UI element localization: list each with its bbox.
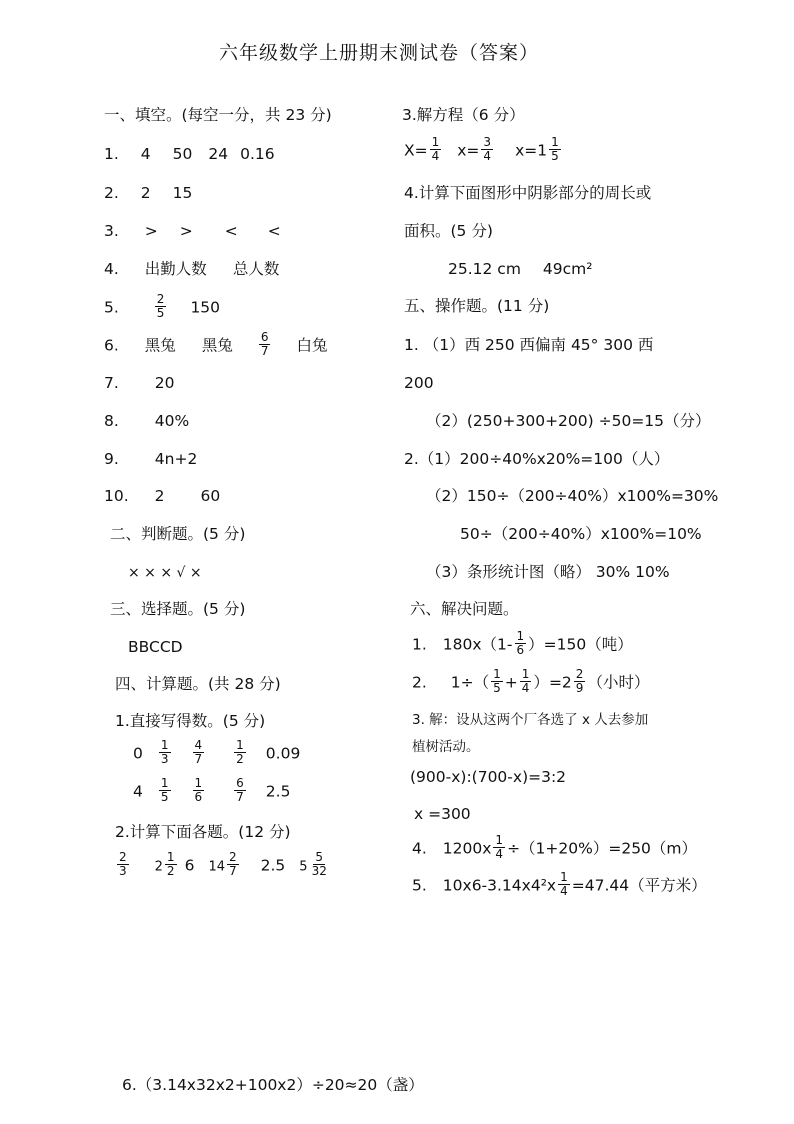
answer-line-2: 2. 2 15 <box>104 184 193 202</box>
fraction: $\frac{1}{2}$ <box>166 850 175 878</box>
op-1-line-b: 200 <box>404 374 434 392</box>
section-4-2-heading: 2.计算下面各题。(12 分) <box>115 823 291 841</box>
answer-line-6: 6. 黑兔 黑兔 $\frac{6}{7}$ 白兔 <box>104 330 328 358</box>
answer-line-1: 1. 4 50 24 0.16 <box>104 145 275 163</box>
fraction: $\frac{3}{4}$ <box>483 135 492 163</box>
answer-line-4: 4. 出勤人数 总人数 <box>104 260 280 278</box>
direct-calc-row-1: 0 $\frac{1}{3}$ $\frac{4}{7}$ $\frac{1}{2}$ 0.09 <box>133 738 301 766</box>
fraction: $\frac{1}{5}$ <box>493 667 501 695</box>
section-1-heading: 一、填空。(每空一分，共 23 分) <box>104 106 332 124</box>
section-2-heading: 二、判断题。(5 分) <box>110 525 246 543</box>
fraction: $\frac{4}{7}$ <box>194 738 203 766</box>
fraction: $\frac{5}{32}$ <box>311 850 327 878</box>
right-section-4-heading-line-2: 面积。(5 分) <box>404 222 493 240</box>
fraction: $\frac{2}{5}$ <box>156 292 165 320</box>
section-4-1-heading: 1.直接写得数。(5 分) <box>115 712 266 730</box>
problem-3-line-d: x =300 <box>414 805 471 823</box>
equation-answers: X= $\frac{1}{4}$ x= $\frac{3}{4}$ x=1 $\frac{1}{5}$ <box>404 135 559 163</box>
problem-3-line-b: 植树活动。 <box>412 739 480 755</box>
op-1-line-a: 1. （1）西 250 西偏南 45° 300 西 <box>404 336 654 354</box>
fraction: $\frac{1}{6}$ <box>516 629 525 657</box>
calc-row-3: $\frac{2}{3}$ 2 $\frac{1}{2}$ 6 14 $\frac{2}{7}$ 2.5 5 $\frac{5}{32}$ <box>119 850 327 878</box>
page-title: 六年级数学上册期末测试卷（答案） <box>219 42 540 64</box>
op-1-line-c: （2）(250+300+200) ÷50=15（分） <box>426 412 711 430</box>
fraction: $\frac{2}{3}$ <box>119 850 127 878</box>
answer-line-8: 8. 40% <box>104 412 190 430</box>
answer-line-3: 3. > > < < <box>104 222 281 240</box>
fraction: $\frac{1}{6}$ <box>194 776 203 804</box>
direct-calc-row-2: 4 $\frac{1}{5}$ $\frac{1}{6}$ $\frac{6}{7}$ 2.5 <box>133 776 291 804</box>
answer-line-10: 10. 2 60 <box>104 487 221 505</box>
section-5-heading: 五、操作题。(11 分) <box>404 297 550 315</box>
problem-6: 6.（3.14x32x2+100x2）÷20≈20（盏） <box>122 1076 424 1094</box>
fraction: $\frac{1}{3}$ <box>160 738 169 766</box>
section-2-answer: × × × √ × <box>128 565 202 581</box>
right-section-4-answer: 25.12 cm 49cm² <box>448 260 593 278</box>
fraction: $\frac{2}{7}$ <box>228 850 237 878</box>
problem-2: 2. 1÷（ $\frac{1}{5}$ + $\frac{1}{4}$ ）=2 $\frac{2}{9}$ （小时） <box>412 667 650 695</box>
right-section-3-heading: 3.解方程（6 分） <box>402 106 525 124</box>
answer-line-9: 9. 4n+2 <box>104 450 198 468</box>
answer-line-5: 5. $\frac{2}{5}$ 150 <box>104 292 221 320</box>
op-2-line-d: （3）条形统计图（略） 30% 10% <box>426 563 670 581</box>
fraction: $\frac{1}{5}$ <box>551 135 559 163</box>
answer-line-7: 7. 20 <box>104 374 175 392</box>
problem-5: 5. 10x6-3.14x4²x $\frac{1}{4}$ =47.44（平方米） <box>412 870 707 898</box>
op-2-line-c: 50÷（200÷40%）x100%=10% <box>460 525 702 543</box>
fraction: $\frac{1}{2}$ <box>236 738 244 766</box>
fraction: $\frac{6}{7}$ <box>236 776 244 804</box>
fraction: $\frac{1}{4}$ <box>521 667 530 695</box>
fraction: $\frac{6}{7}$ <box>260 330 269 358</box>
section-3-heading: 三、选择题。(5 分) <box>110 600 246 618</box>
section-3-answer: BBCCD <box>128 638 183 656</box>
problem-3-line-c: (900-x):(700-x)=3:2 <box>410 768 567 786</box>
problem-1: 1. 180x（1- $\frac{1}{6}$ ）=150（吨） <box>412 629 633 657</box>
problem-3-line-a: 3. 解：设从这两个厂各选了 x 人去参加 <box>412 712 649 728</box>
right-section-4-heading-line-1: 4.计算下面图形中阴影部分的周长或 <box>404 184 652 202</box>
op-2-line-a: 2.（1）200÷40%x20%=100（人） <box>404 450 670 468</box>
fraction: $\frac{1}{4}$ <box>495 833 504 861</box>
section-6-heading: 六、解决问题。 <box>410 600 519 618</box>
fraction: $\frac{1}{4}$ <box>431 135 440 163</box>
fraction: $\frac{2}{9}$ <box>575 667 584 695</box>
fraction: $\frac{1}{5}$ <box>160 776 169 804</box>
problem-4: 4. 1200x $\frac{1}{4}$ ÷（1+20%）=250（m） <box>412 833 698 861</box>
op-2-line-b: （2）150÷（200÷40%）x100%=30% <box>426 487 719 505</box>
section-4-heading: 四、计算题。(共 28 分) <box>115 675 281 693</box>
fraction: $\frac{1}{4}$ <box>560 870 568 898</box>
